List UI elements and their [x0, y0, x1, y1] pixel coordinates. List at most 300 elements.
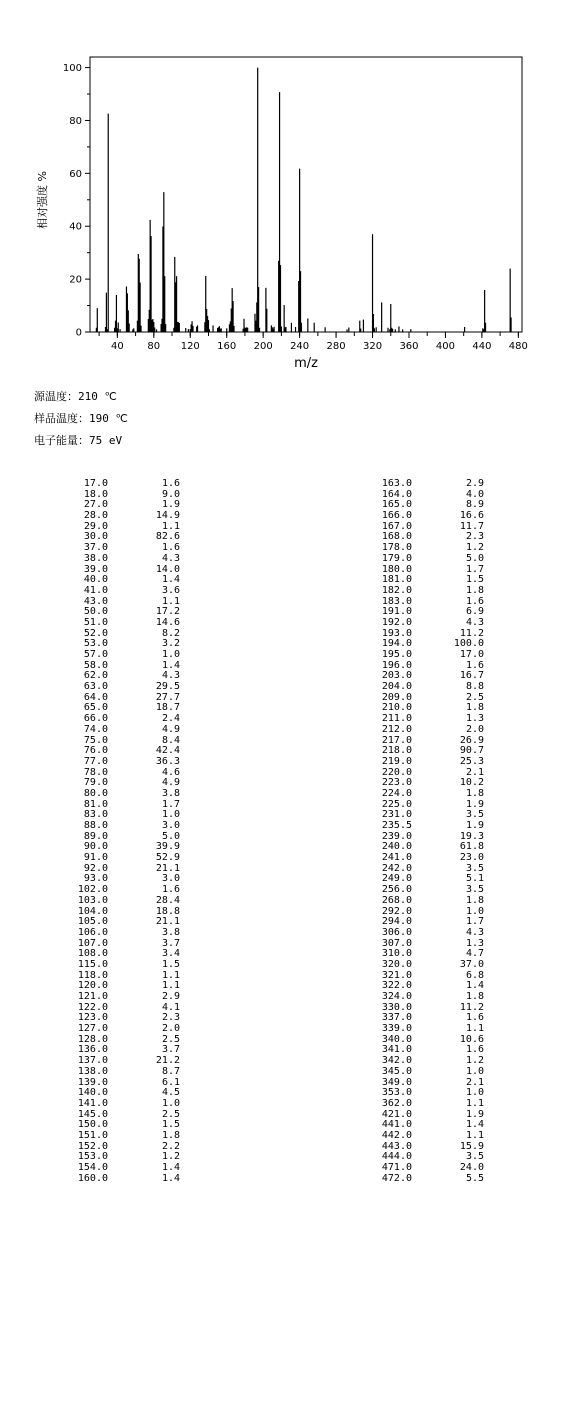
peak-mz: 342.0: [381, 1055, 412, 1067]
peak-abundance: 1.1: [161, 520, 180, 532]
peak-abundance: 1.0: [161, 1097, 180, 1109]
peak-mz: 104.0: [77, 905, 108, 917]
peak-mz: 294.0: [381, 916, 412, 928]
peak-mz: 180.0: [381, 563, 412, 575]
peak-mz: 43.0: [83, 595, 108, 607]
peak-mz: 340.0: [381, 1033, 412, 1045]
x-axis-label: m/z: [294, 356, 318, 371]
peak-abundance: 11.2: [459, 1001, 484, 1013]
peak-mz: 106.0: [77, 926, 108, 938]
peak-abundance: 1.3: [465, 937, 484, 949]
peak-abundance: 2.1: [465, 1076, 484, 1088]
y-axis-label: [35, 171, 49, 229]
peak-abundance: 14.0: [155, 563, 180, 575]
peak-mz: 166.0: [381, 510, 412, 522]
peak-abundance: 1.9: [465, 820, 484, 831]
peak-mz: 307.0: [381, 937, 412, 949]
y-tick-label: 80: [69, 115, 82, 127]
peak-abundance: 29.5: [155, 681, 180, 693]
peak-mz: 204.0: [381, 681, 412, 693]
peak-abundance: 1.6: [465, 595, 484, 607]
peak-abundance: 8.8: [465, 681, 484, 693]
peak-mz: 140.0: [77, 1087, 108, 1099]
peak-abundance: 2.5: [161, 1033, 180, 1045]
peak-mz: 256.0: [381, 884, 412, 896]
peak-mz: 123.0: [77, 1012, 108, 1024]
peak-mz: 107.0: [77, 937, 108, 949]
peak-mz: 471.0: [381, 1162, 412, 1173]
peak-abundance: 5.0: [161, 830, 180, 842]
peak-abundance: 1.6: [161, 884, 180, 896]
peak-abundance: 2.0: [465, 723, 484, 735]
x-tick-label: 160: [217, 341, 237, 352]
peak-mz: 321.0: [381, 969, 412, 981]
peak-mz: 118.0: [77, 969, 108, 981]
peak-mz: 191.0: [381, 606, 412, 618]
x-axis-ticks: [99, 332, 528, 352]
peak-mz: 217.0: [381, 734, 412, 746]
peak-mz: 194.0: [381, 638, 412, 650]
peak-mz: 225.0: [381, 798, 412, 810]
peak-mz: 324.0: [381, 991, 412, 1002]
peak-abundance: 1.3: [465, 713, 484, 725]
x-tick-label: 480: [508, 341, 528, 352]
peak-mz: 91.0: [83, 852, 108, 864]
peak-row: [366, 928, 484, 939]
peak-mz: 330.0: [381, 1001, 412, 1013]
peak-mz: 39.0: [83, 563, 108, 575]
peak-abundance: 4.9: [161, 777, 180, 789]
peak-abundance: 1.4: [465, 1119, 484, 1131]
peak-mz: 442.0: [381, 1129, 412, 1141]
peak-abundance: 19.3: [459, 830, 484, 842]
peak-abundance: 5.5: [465, 1172, 484, 1184]
peak-mz: 443.0: [381, 1140, 412, 1152]
peak-abundance: 8.7: [161, 1065, 180, 1077]
peak-abundance: 1.1: [161, 969, 180, 981]
peak-abundance: 11.7: [459, 520, 484, 532]
peak-mz: 150.0: [77, 1119, 108, 1131]
peak-abundance: 1.4: [161, 1162, 180, 1173]
peak-mz: 181.0: [381, 574, 412, 586]
peak-mz: 192.0: [381, 616, 412, 628]
peak-abundance: 28.4: [155, 894, 180, 906]
peak-abundance: 1.8: [465, 991, 484, 1002]
peak-table-left: [62, 479, 180, 1184]
y-tick-label: 20: [69, 274, 82, 286]
peak-abundance: 3.6: [161, 584, 180, 596]
peak-abundance: 1.6: [161, 478, 180, 489]
peak-mz: 241.0: [381, 852, 412, 864]
peak-mz: 353.0: [381, 1087, 412, 1099]
peak-mz: 151.0: [77, 1129, 108, 1141]
peak-abundance: 42.4: [155, 745, 180, 757]
peak-mz: 127.0: [77, 1023, 108, 1035]
peak-mz: 210.0: [381, 702, 412, 714]
peak-mz: 219.0: [381, 755, 412, 767]
condition-label: 样品温度：: [34, 412, 89, 425]
peak-mz: 349.0: [381, 1076, 412, 1088]
peak-abundance: 3.7: [161, 1044, 180, 1056]
peak-abundance: 100.0: [453, 638, 484, 650]
peak-mz: 310.0: [381, 948, 412, 960]
peak-abundance: 16.7: [459, 670, 484, 682]
peak-abundance: 4.5: [161, 1087, 180, 1099]
x-tick-label: 320: [362, 341, 383, 352]
x-tick-label: 40: [110, 341, 124, 352]
peak-mz: 167.0: [381, 520, 412, 532]
condition-label: 电子能量：: [34, 434, 89, 447]
peak-abundance: 9.0: [161, 488, 180, 500]
peak-mz: 18.0: [83, 488, 108, 500]
peak-abundance: 1.4: [465, 980, 484, 992]
peak-mz: 183.0: [381, 595, 412, 607]
peak-abundance: 4.3: [465, 926, 484, 938]
peak-abundance: 6.8: [465, 969, 484, 981]
peak-abundance: 21.1: [155, 862, 180, 874]
peak-mz: 105.0: [77, 916, 108, 928]
peak-abundance: 6.9: [465, 606, 484, 618]
peak-abundance: 14.9: [155, 510, 180, 522]
peak-mz: 145.0: [77, 1108, 108, 1120]
y-tick-label: 100: [62, 63, 82, 75]
peak-mz: 196.0: [381, 659, 412, 671]
x-tick-label: 200: [253, 341, 273, 352]
peak-mz: 163.0: [381, 478, 412, 489]
peak-abundance: 27.7: [155, 691, 180, 703]
peak-mz: 77.0: [83, 755, 108, 767]
peak-mz: 88.0: [83, 820, 108, 831]
peak-abundance: 23.0: [459, 852, 484, 864]
peak-abundance: 1.1: [465, 1129, 484, 1141]
peak-mz: 292.0: [381, 905, 412, 917]
peak-abundance: 4.0: [465, 488, 484, 500]
condition-value: 75 eV: [89, 434, 123, 447]
peak-mz: 472.0: [381, 1172, 412, 1184]
peak-mz: 195.0: [381, 649, 412, 660]
peak-mz: 57.0: [83, 649, 108, 660]
peak-mz: 121.0: [77, 991, 108, 1002]
y-tick-label: 40: [69, 221, 82, 233]
peak-row: [62, 586, 180, 597]
peak-mz: 27.0: [83, 499, 108, 511]
peak-abundance: 2.3: [465, 531, 484, 543]
peak-mz: 93.0: [83, 873, 108, 885]
peak-mz: 165.0: [381, 499, 412, 511]
peak-abundance: 21.1: [155, 916, 180, 928]
peak-abundance: 1.7: [465, 916, 484, 928]
x-tick-label: 80: [147, 341, 161, 352]
peak-abundance: 1.0: [465, 1087, 484, 1099]
peak-abundance: 1.6: [161, 542, 180, 554]
peak-row: [62, 896, 180, 907]
peak-row: [366, 1067, 484, 1078]
peak-row: [62, 1174, 180, 1185]
peak-mz: 40.0: [83, 574, 108, 586]
peak-mz: 92.0: [83, 862, 108, 874]
peak-mz: 29.0: [83, 520, 108, 532]
peak-mz: 53.0: [83, 638, 108, 650]
peak-abundance: 2.4: [161, 713, 180, 725]
peak-abundance: 2.0: [161, 1023, 180, 1035]
peak-row: [366, 1174, 484, 1185]
peak-mz: 345.0: [381, 1065, 412, 1077]
peak-mz: 306.0: [381, 926, 412, 938]
peak-mz: 108.0: [77, 948, 108, 960]
peak-mz: 79.0: [83, 777, 108, 789]
peak-abundance: 1.0: [465, 1065, 484, 1077]
peak-abundance: 26.9: [459, 734, 484, 746]
peak-mz: 168.0: [381, 531, 412, 543]
peak-mz: 38.0: [83, 552, 108, 564]
peak-mz: 421.0: [381, 1108, 412, 1120]
peak-mz: 51.0: [83, 616, 108, 628]
peak-table-right: [366, 479, 484, 1184]
peak-abundance: 52.9: [155, 852, 180, 864]
peak-abundance: 1.0: [161, 649, 180, 660]
peak-mz: 211.0: [381, 713, 412, 725]
peak-abundance: 1.9: [465, 1108, 484, 1120]
peak-abundance: 10.2: [459, 777, 484, 789]
peak-mz: 64.0: [83, 691, 108, 703]
x-tick-label: 360: [399, 341, 419, 352]
y-tick-label: 0: [75, 327, 82, 339]
peak-mz: 178.0: [381, 542, 412, 554]
peak-abundance: 1.8: [465, 584, 484, 596]
peak-abundance: 3.0: [161, 820, 180, 831]
peak-abundance: 1.5: [161, 958, 180, 970]
peak-mz: 74.0: [83, 723, 108, 735]
peak-abundance: 1.7: [465, 563, 484, 575]
peak-abundance: 1.0: [161, 809, 180, 821]
peak-mz: 337.0: [381, 1012, 412, 1024]
peak-abundance: 8.9: [465, 499, 484, 511]
peak-mz: 122.0: [77, 1001, 108, 1013]
peak-abundance: 1.1: [161, 980, 180, 992]
peak-abundance: 1.8: [161, 1129, 180, 1141]
peak-abundance: 2.3: [161, 1012, 180, 1024]
peak-abundance: 1.4: [161, 574, 180, 586]
peak-abundance: 39.9: [155, 841, 180, 853]
peak-abundance: 36.3: [155, 755, 180, 767]
peak-mz: 89.0: [83, 830, 108, 842]
peak-abundance: 5.0: [465, 552, 484, 564]
peak-abundance: 37.0: [459, 958, 484, 970]
peak-mz: 182.0: [381, 584, 412, 596]
peak-abundance: 1.1: [161, 595, 180, 607]
peak-abundance: 3.2: [161, 638, 180, 650]
peak-mz: 242.0: [381, 862, 412, 874]
peak-mz: 66.0: [83, 713, 108, 725]
peak-abundance: 5.1: [465, 873, 484, 885]
peak-mz: 164.0: [381, 488, 412, 500]
peak-abundance: 1.4: [161, 1172, 180, 1184]
peak-abundance: 2.5: [465, 691, 484, 703]
y-tick-label: 60: [69, 168, 82, 180]
peak-mz: 58.0: [83, 659, 108, 671]
peak-abundance: 24.0: [459, 1162, 484, 1173]
peak-abundance: 1.0: [465, 905, 484, 917]
peak-mz: 136.0: [77, 1044, 108, 1056]
peak-mz: 115.0: [77, 958, 108, 970]
peak-abundance: 15.9: [459, 1140, 484, 1152]
peak-row: [366, 554, 484, 565]
peak-mz: 160.0: [77, 1172, 108, 1184]
peak-abundance: 1.2: [465, 542, 484, 554]
peak-abundance: 1.7: [161, 798, 180, 810]
mass-spectrum-chart: [0, 0, 570, 380]
peak-mz: 362.0: [381, 1097, 412, 1109]
peak-row: [62, 725, 180, 736]
peak-mz: 80.0: [83, 787, 108, 799]
peak-mz: 223.0: [381, 777, 412, 789]
peak-abundance: 2.9: [161, 991, 180, 1002]
y-axis-ticks: [63, 63, 90, 338]
peak-row: [62, 1067, 180, 1078]
peak-abundance: 1.5: [161, 1119, 180, 1131]
peak-mz: 103.0: [77, 894, 108, 906]
peak-mz: 52.0: [83, 627, 108, 639]
peak-abundance: 4.7: [465, 948, 484, 960]
peak-mz: 62.0: [83, 670, 108, 682]
peak-row: [62, 1099, 180, 1110]
peak-abundance: 17.0: [459, 649, 484, 660]
peak-mz: 218.0: [381, 745, 412, 757]
peak-mz: 320.0: [381, 958, 412, 970]
peak-abundance: 8.2: [161, 627, 180, 639]
peak-mz: 28.0: [83, 510, 108, 522]
peak-abundance: 61.8: [459, 841, 484, 853]
plot-frame: [90, 57, 522, 332]
peak-abundance: 2.5: [161, 1108, 180, 1120]
peak-abundance: 3.5: [465, 1151, 484, 1163]
peak-mz: 153.0: [77, 1151, 108, 1163]
peak-mz: 441.0: [381, 1119, 412, 1131]
condition-electron-energy: [34, 432, 122, 448]
peak-abundance: 1.9: [465, 798, 484, 810]
x-tick-label: 120: [180, 341, 200, 352]
peak-mz: 50.0: [83, 606, 108, 618]
peak-abundance: 1.6: [465, 1012, 484, 1024]
peak-row: [62, 554, 180, 565]
peak-row: [366, 586, 484, 597]
peak-mz: 212.0: [381, 723, 412, 735]
x-tick-label: 440: [472, 341, 492, 352]
peak-abundance: 1.5: [465, 574, 484, 586]
peak-abundance: 1.8: [465, 894, 484, 906]
peak-mz: 203.0: [381, 670, 412, 682]
peak-mz: 75.0: [83, 734, 108, 746]
condition-value: 190 ℃: [89, 412, 128, 425]
peak-abundance: 82.6: [155, 531, 180, 543]
peak-abundance: 2.9: [465, 478, 484, 489]
peak-abundance: 4.6: [161, 766, 180, 778]
peak-abundance: 90.7: [459, 745, 484, 757]
peak-mz: 41.0: [83, 584, 108, 596]
condition-label: 源温度：: [34, 390, 78, 403]
peak-mz: 444.0: [381, 1151, 412, 1163]
peak-row: [366, 896, 484, 907]
peak-abundance: 21.2: [155, 1055, 180, 1067]
peak-mz: 154.0: [77, 1162, 108, 1173]
peak-row: [62, 928, 180, 939]
peak-mz: 235.5: [381, 820, 412, 831]
peak-abundance: 25.3: [459, 755, 484, 767]
peak-mz: 220.0: [381, 766, 412, 778]
peak-abundance: 8.4: [161, 734, 180, 746]
peak-mz: 120.0: [77, 980, 108, 992]
peak-abundance: 4.3: [161, 670, 180, 682]
peak-abundance: 1.2: [465, 1055, 484, 1067]
peak-abundance: 2.2: [161, 1140, 180, 1152]
peak-mz: 179.0: [381, 552, 412, 564]
peak-abundance: 2.1: [465, 766, 484, 778]
peak-abundance: 6.1: [161, 1076, 180, 1088]
peak-abundance: 1.6: [465, 659, 484, 671]
condition-source-temp: [34, 388, 117, 404]
peak-mz: 30.0: [83, 531, 108, 543]
peak-mz: 138.0: [77, 1065, 108, 1077]
peak-mz: 83.0: [83, 809, 108, 821]
peak-abundance: 1.8: [465, 702, 484, 714]
peak-abundance: 11.2: [459, 627, 484, 639]
peak-abundance: 18.8: [155, 905, 180, 917]
peak-mz: 139.0: [77, 1076, 108, 1088]
peak-mz: 63.0: [83, 681, 108, 693]
peak-row: [366, 725, 484, 736]
peak-mz: 141.0: [77, 1097, 108, 1109]
peak-mz: 268.0: [381, 894, 412, 906]
x-tick-label: 280: [326, 341, 346, 352]
x-tick-label: 240: [290, 341, 310, 352]
condition-value: 210 ℃: [78, 390, 117, 403]
peak-mz: 231.0: [381, 809, 412, 821]
peak-abundance: 16.6: [459, 510, 484, 522]
peak-mz: 137.0: [77, 1055, 108, 1067]
peak-abundance: 3.8: [161, 926, 180, 938]
peak-mz: 152.0: [77, 1140, 108, 1152]
x-tick-label: 400: [435, 341, 455, 352]
peak-mz: 193.0: [381, 627, 412, 639]
spectrum-peaks: [96, 68, 511, 332]
peak-abundance: 4.9: [161, 723, 180, 735]
peak-abundance: 1.8: [465, 787, 484, 799]
peak-abundance: 1.9: [161, 499, 180, 511]
peak-mz: 78.0: [83, 766, 108, 778]
peak-mz: 90.0: [83, 841, 108, 853]
peak-mz: 240.0: [381, 841, 412, 853]
peak-mz: 17.0: [83, 478, 108, 489]
peak-abundance: 3.7: [161, 937, 180, 949]
peak-mz: 239.0: [381, 830, 412, 842]
peak-abundance: 17.2: [155, 606, 180, 618]
peak-mz: 339.0: [381, 1023, 412, 1035]
peak-abundance: 3.4: [161, 948, 180, 960]
peak-mz: 65.0: [83, 702, 108, 714]
peak-abundance: 18.7: [155, 702, 180, 714]
peak-mz: 102.0: [77, 884, 108, 896]
peak-abundance: 3.5: [465, 862, 484, 874]
peak-abundance: 1.4: [161, 659, 180, 671]
peak-abundance: 14.6: [155, 616, 180, 628]
peak-row: [62, 757, 180, 768]
peak-abundance: 4.3: [465, 616, 484, 628]
peak-mz: 209.0: [381, 691, 412, 703]
peak-mz: 249.0: [381, 873, 412, 885]
peak-abundance: 1.1: [465, 1097, 484, 1109]
peak-mz: 37.0: [83, 542, 108, 554]
peak-abundance: 3.8: [161, 787, 180, 799]
